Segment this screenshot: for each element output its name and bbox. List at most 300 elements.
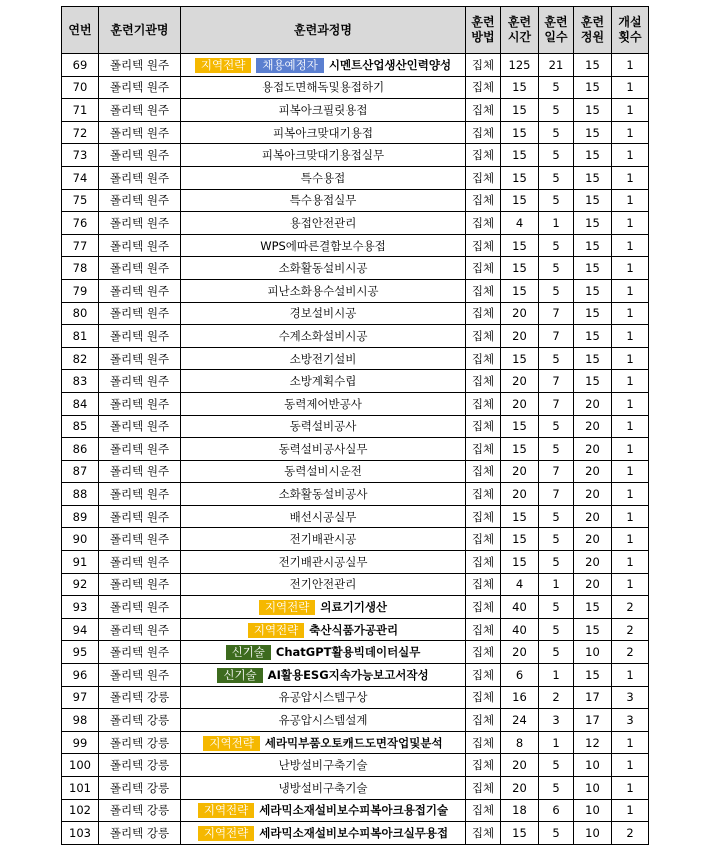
row-number: 98: [62, 709, 99, 732]
training-days: 1: [539, 731, 574, 754]
institution-name: 폴리텍 강릉: [99, 822, 181, 845]
row-number: 87: [62, 460, 99, 483]
row-number: 96: [62, 664, 99, 687]
training-capacity: 10: [574, 799, 612, 822]
course-title: 피복아크필릿용접: [278, 102, 368, 117]
institution-name: 폴리텍 원주: [99, 370, 181, 393]
course-title: 의료기기생산: [320, 600, 388, 615]
training-days: 5: [539, 528, 574, 551]
session-count: 1: [612, 528, 649, 551]
training-hours: 24: [501, 709, 539, 732]
training-capacity: 15: [574, 302, 612, 325]
training-method: 집체: [466, 754, 501, 777]
course-name: [181, 777, 466, 800]
table-row: [62, 392, 649, 415]
training-hours: 15: [501, 76, 539, 99]
training-hours: 15: [501, 438, 539, 461]
training-capacity: 20: [574, 505, 612, 528]
session-count: 2: [612, 641, 649, 664]
session-count: 1: [612, 754, 649, 777]
category-badge: 지역전략: [259, 600, 315, 615]
course-name: [181, 370, 466, 393]
training-hours: 15: [501, 347, 539, 370]
header-hours-line: 훈련: [507, 15, 532, 29]
course-name: [181, 686, 466, 709]
session-count: 3: [612, 709, 649, 732]
session-count: 1: [612, 76, 649, 99]
training-method: 집체: [466, 551, 501, 574]
institution-name: 폴리텍 원주: [99, 618, 181, 641]
training-capacity: 15: [574, 618, 612, 641]
training-method: 집체: [466, 731, 501, 754]
table-row: [62, 641, 649, 664]
training-days: 7: [539, 302, 574, 325]
header-days-line: 일수: [544, 30, 568, 44]
training-capacity: 15: [574, 54, 612, 77]
training-days: 5: [539, 234, 574, 257]
table-row: [62, 731, 649, 754]
table-row: [62, 279, 649, 302]
course-name: [181, 76, 466, 99]
category-badge: 신기술: [217, 668, 262, 683]
table-row: [62, 483, 649, 506]
course-title: 동력제어반공사: [284, 396, 362, 411]
header-no: [62, 7, 99, 54]
table-row: [62, 121, 649, 144]
category-badge: 채용예정자: [256, 58, 324, 73]
training-capacity: 20: [574, 551, 612, 574]
header-method-line: 훈련: [471, 15, 495, 29]
session-count: 1: [612, 144, 649, 167]
header-count-line: 횟수: [618, 30, 642, 44]
course-name: [181, 731, 466, 754]
training-method: 집체: [466, 483, 501, 506]
training-hours: 15: [501, 257, 539, 280]
row-number: 74: [62, 166, 99, 189]
course-title: 동력설비시운전: [284, 464, 362, 479]
training-method: 집체: [466, 234, 501, 257]
session-count: 1: [612, 121, 649, 144]
training-days: 5: [539, 438, 574, 461]
table-row: [62, 822, 649, 845]
training-method: 집체: [466, 777, 501, 800]
course-name: [181, 460, 466, 483]
training-method: 집체: [466, 528, 501, 551]
row-number: 78: [62, 257, 99, 280]
institution-name: 폴리텍 원주: [99, 483, 181, 506]
course-title: 전기배관시공실무: [278, 554, 368, 569]
session-count: 1: [612, 99, 649, 122]
institution-name: 폴리텍 원주: [99, 664, 181, 687]
course-name: [181, 392, 466, 415]
course-name: [181, 709, 466, 732]
institution-name: 폴리텍 강릉: [99, 799, 181, 822]
course-title: 경보설비시공: [289, 306, 357, 321]
course-title: 피복아크맞대기용접실무: [261, 148, 385, 163]
session-count: 1: [612, 664, 649, 687]
training-days: 5: [539, 347, 574, 370]
course-title: 소화활동설비공사: [278, 487, 368, 502]
training-capacity: 15: [574, 189, 612, 212]
institution-name: 폴리텍 원주: [99, 302, 181, 325]
table-row: [62, 618, 649, 641]
training-course-table: [61, 6, 649, 845]
training-method: 집체: [466, 686, 501, 709]
course-title: ChatGPT활용빅데이터실무: [275, 645, 421, 660]
training-hours: 18: [501, 799, 539, 822]
institution-name: 폴리텍 원주: [99, 551, 181, 574]
training-method: 집체: [466, 415, 501, 438]
training-days: 7: [539, 370, 574, 393]
training-method: 집체: [466, 166, 501, 189]
institution-name: 폴리텍 원주: [99, 505, 181, 528]
training-days: 1: [539, 573, 574, 596]
training-days: 5: [539, 144, 574, 167]
row-number: 70: [62, 76, 99, 99]
training-hours: 4: [501, 212, 539, 235]
session-count: 2: [612, 618, 649, 641]
institution-name: 폴리텍 원주: [99, 392, 181, 415]
training-method: 집체: [466, 392, 501, 415]
session-count: 1: [612, 415, 649, 438]
institution-name: 폴리텍 원주: [99, 573, 181, 596]
training-method: 집체: [466, 641, 501, 664]
session-count: 1: [612, 731, 649, 754]
training-hours: 20: [501, 483, 539, 506]
institution-name: 폴리텍 원주: [99, 54, 181, 77]
training-days: 2: [539, 686, 574, 709]
table-row: [62, 460, 649, 483]
institution-name: 폴리텍 원주: [99, 347, 181, 370]
training-method: 집체: [466, 618, 501, 641]
header-capacity: [574, 7, 612, 54]
course-title: 특수용접: [300, 170, 346, 185]
training-method: 집체: [466, 370, 501, 393]
table-row: [62, 302, 649, 325]
course-title: 동력설비공사실무: [278, 441, 368, 456]
row-number: 93: [62, 596, 99, 619]
course-title: 피난소화용수설비시공: [267, 283, 379, 298]
institution-name: 폴리텍 강릉: [99, 709, 181, 732]
institution-name: 폴리텍 원주: [99, 596, 181, 619]
institution-name: 폴리텍 원주: [99, 234, 181, 257]
course-name: [181, 799, 466, 822]
institution-name: 폴리텍 원주: [99, 121, 181, 144]
training-capacity: 15: [574, 279, 612, 302]
training-capacity: 15: [574, 596, 612, 619]
table-row: [62, 234, 649, 257]
row-number: 82: [62, 347, 99, 370]
training-hours: 20: [501, 370, 539, 393]
training-capacity: 17: [574, 709, 612, 732]
row-number: 86: [62, 438, 99, 461]
table-row: [62, 777, 649, 800]
training-days: 5: [539, 415, 574, 438]
course-title: WPS에따른결함보수용접: [260, 238, 386, 253]
training-capacity: 20: [574, 392, 612, 415]
training-hours: 125: [501, 54, 539, 77]
category-badge: 신기술: [226, 645, 271, 660]
course-title: 유공압시스템구상: [278, 690, 368, 705]
institution-name: 폴리텍 원주: [99, 641, 181, 664]
row-number: 88: [62, 483, 99, 506]
training-days: 5: [539, 596, 574, 619]
session-count: 1: [612, 189, 649, 212]
row-number: 94: [62, 618, 99, 641]
course-title: 특수용접실무: [289, 193, 357, 208]
training-hours: 15: [501, 121, 539, 144]
training-method: 집체: [466, 76, 501, 99]
session-count: 3: [612, 686, 649, 709]
course-name: [181, 573, 466, 596]
training-days: 6: [539, 799, 574, 822]
course-title: 소화활동설비시공: [278, 261, 368, 276]
course-name: [181, 234, 466, 257]
training-hours: 8: [501, 731, 539, 754]
institution-name: 폴리텍 원주: [99, 166, 181, 189]
table-row: [62, 212, 649, 235]
course-title: 냉방설비구축기술: [278, 780, 368, 795]
header-count: [612, 7, 649, 54]
training-capacity: 10: [574, 754, 612, 777]
row-number: 91: [62, 551, 99, 574]
header-capacity-line: 훈련: [580, 15, 605, 29]
row-number: 90: [62, 528, 99, 551]
training-capacity: 15: [574, 99, 612, 122]
training-days: 1: [539, 664, 574, 687]
training-hours: 15: [501, 822, 539, 845]
training-days: 5: [539, 99, 574, 122]
institution-name: 폴리텍 원주: [99, 528, 181, 551]
session-count: 1: [612, 212, 649, 235]
row-number: 89: [62, 505, 99, 528]
training-method: 집체: [466, 596, 501, 619]
header-no-line: 연번: [68, 22, 92, 37]
course-name: [181, 121, 466, 144]
header-course-line: 훈련과정명: [294, 22, 352, 37]
session-count: 2: [612, 596, 649, 619]
training-days: 5: [539, 505, 574, 528]
session-count: 1: [612, 438, 649, 461]
course-name: [181, 596, 466, 619]
training-method: 집체: [466, 799, 501, 822]
course-title: 전기배관시공: [289, 532, 357, 547]
training-method: 집체: [466, 144, 501, 167]
training-hours: 20: [501, 641, 539, 664]
table-row: [62, 573, 649, 596]
training-days: 5: [539, 822, 574, 845]
row-number: 95: [62, 641, 99, 664]
course-title: 세라믹부품오토캐드도면작업및분석: [264, 735, 443, 750]
institution-name: 폴리텍 강릉: [99, 731, 181, 754]
row-number: 73: [62, 144, 99, 167]
session-count: 1: [612, 257, 649, 280]
course-title: 세라믹소재설비보수피복아크용접기술: [259, 803, 449, 818]
course-name: [181, 528, 466, 551]
session-count: 1: [612, 799, 649, 822]
training-method: 집체: [466, 664, 501, 687]
institution-name: 폴리텍 원주: [99, 144, 181, 167]
course-title: 용접도면해독및용접하기: [261, 80, 385, 95]
course-title: 피복아크맞대기용접: [273, 125, 373, 140]
row-number: 85: [62, 415, 99, 438]
session-count: 1: [612, 392, 649, 415]
training-capacity: 10: [574, 822, 612, 845]
training-hours: 40: [501, 618, 539, 641]
header-hours-line: 시간: [507, 30, 532, 44]
training-method: 집체: [466, 325, 501, 348]
institution-name: 폴리텍 원주: [99, 325, 181, 348]
session-count: 1: [612, 166, 649, 189]
course-name: [181, 664, 466, 687]
course-name: [181, 754, 466, 777]
training-hours: 15: [501, 505, 539, 528]
training-capacity: 20: [574, 573, 612, 596]
training-hours: 6: [501, 664, 539, 687]
row-number: 97: [62, 686, 99, 709]
training-capacity: 15: [574, 166, 612, 189]
training-days: 5: [539, 166, 574, 189]
course-name: [181, 325, 466, 348]
training-method: 집체: [466, 438, 501, 461]
course-name: [181, 302, 466, 325]
training-capacity: 20: [574, 528, 612, 551]
header-capacity-line: 정원: [580, 30, 605, 44]
training-capacity: 15: [574, 664, 612, 687]
training-method: 집체: [466, 279, 501, 302]
training-hours: 40: [501, 596, 539, 619]
course-title: 배선시공실무: [289, 509, 357, 524]
row-number: 75: [62, 189, 99, 212]
training-hours: 15: [501, 234, 539, 257]
table-row: [62, 54, 649, 77]
course-name: [181, 54, 466, 77]
institution-name: 폴리텍 원주: [99, 460, 181, 483]
table-row: [62, 99, 649, 122]
course-name: [181, 212, 466, 235]
course-name: [181, 618, 466, 641]
session-count: 1: [612, 551, 649, 574]
table-row: [62, 347, 649, 370]
category-badge: 지역전략: [248, 623, 304, 638]
course-name: [181, 505, 466, 528]
course-title: 전기안전관리: [289, 577, 357, 592]
course-title: 시멘트산업생산인력양성: [328, 57, 452, 72]
training-capacity: 15: [574, 212, 612, 235]
training-method: 집체: [466, 189, 501, 212]
training-capacity: 15: [574, 370, 612, 393]
row-number: 83: [62, 370, 99, 393]
training-hours: 15: [501, 99, 539, 122]
training-hours: 20: [501, 460, 539, 483]
header-course: [181, 7, 466, 54]
training-method: 집체: [466, 709, 501, 732]
table-row: [62, 370, 649, 393]
session-count: 1: [612, 302, 649, 325]
course-title: 소방계획수립: [289, 374, 357, 389]
training-capacity: 15: [574, 234, 612, 257]
training-hours: 4: [501, 573, 539, 596]
course-name: [181, 257, 466, 280]
training-capacity: 15: [574, 76, 612, 99]
training-days: 5: [539, 279, 574, 302]
category-badge: 지역전략: [195, 58, 251, 73]
training-days: 5: [539, 189, 574, 212]
table-row: [62, 76, 649, 99]
training-hours: 20: [501, 392, 539, 415]
session-count: 1: [612, 279, 649, 302]
session-count: 1: [612, 573, 649, 596]
training-hours: 20: [501, 754, 539, 777]
course-title: 세라믹소재설비보수피복아크실무용접: [259, 825, 449, 840]
category-badge: 지역전략: [203, 736, 259, 751]
course-name: [181, 551, 466, 574]
header-method: [466, 7, 501, 54]
table-row: [62, 528, 649, 551]
institution-name: 폴리텍 원주: [99, 76, 181, 99]
row-number: 102: [62, 799, 99, 822]
course-title: 소방전기설비: [289, 351, 357, 366]
row-number: 72: [62, 121, 99, 144]
training-hours: 15: [501, 279, 539, 302]
header-method-line: 방법: [471, 30, 495, 44]
institution-name: 폴리텍 원주: [99, 189, 181, 212]
course-name: [181, 189, 466, 212]
course-name: [181, 347, 466, 370]
training-capacity: 15: [574, 257, 612, 280]
table-row: [62, 257, 649, 280]
session-count: 1: [612, 483, 649, 506]
training-capacity: 15: [574, 144, 612, 167]
training-capacity: 10: [574, 641, 612, 664]
row-number: 69: [62, 54, 99, 77]
header-org: [99, 7, 181, 54]
course-title: 수계소화설비시공: [278, 328, 368, 343]
row-number: 84: [62, 392, 99, 415]
training-hours: 15: [501, 189, 539, 212]
training-days: 7: [539, 392, 574, 415]
row-number: 76: [62, 212, 99, 235]
training-days: 5: [539, 257, 574, 280]
training-days: 5: [539, 618, 574, 641]
training-method: 집체: [466, 212, 501, 235]
institution-name: 폴리텍 원주: [99, 438, 181, 461]
course-title: 난방설비구축기술: [278, 758, 368, 773]
training-days: 5: [539, 76, 574, 99]
session-count: 1: [612, 54, 649, 77]
session-count: 1: [612, 325, 649, 348]
training-days: 5: [539, 551, 574, 574]
institution-name: 폴리텍 강릉: [99, 754, 181, 777]
row-number: 101: [62, 777, 99, 800]
row-number: 80: [62, 302, 99, 325]
training-days: 7: [539, 460, 574, 483]
training-hours: 15: [501, 144, 539, 167]
course-name: [181, 279, 466, 302]
training-method: 집체: [466, 257, 501, 280]
table-row: [62, 551, 649, 574]
training-capacity: 20: [574, 415, 612, 438]
training-hours: 15: [501, 551, 539, 574]
course-title: 유공압시스템설계: [278, 713, 368, 728]
training-days: 3: [539, 709, 574, 732]
training-method: 집체: [466, 505, 501, 528]
category-badge: 지역전략: [198, 826, 254, 841]
training-method: 집체: [466, 54, 501, 77]
header-hours: [501, 7, 539, 54]
table-row: [62, 325, 649, 348]
training-capacity: 20: [574, 438, 612, 461]
